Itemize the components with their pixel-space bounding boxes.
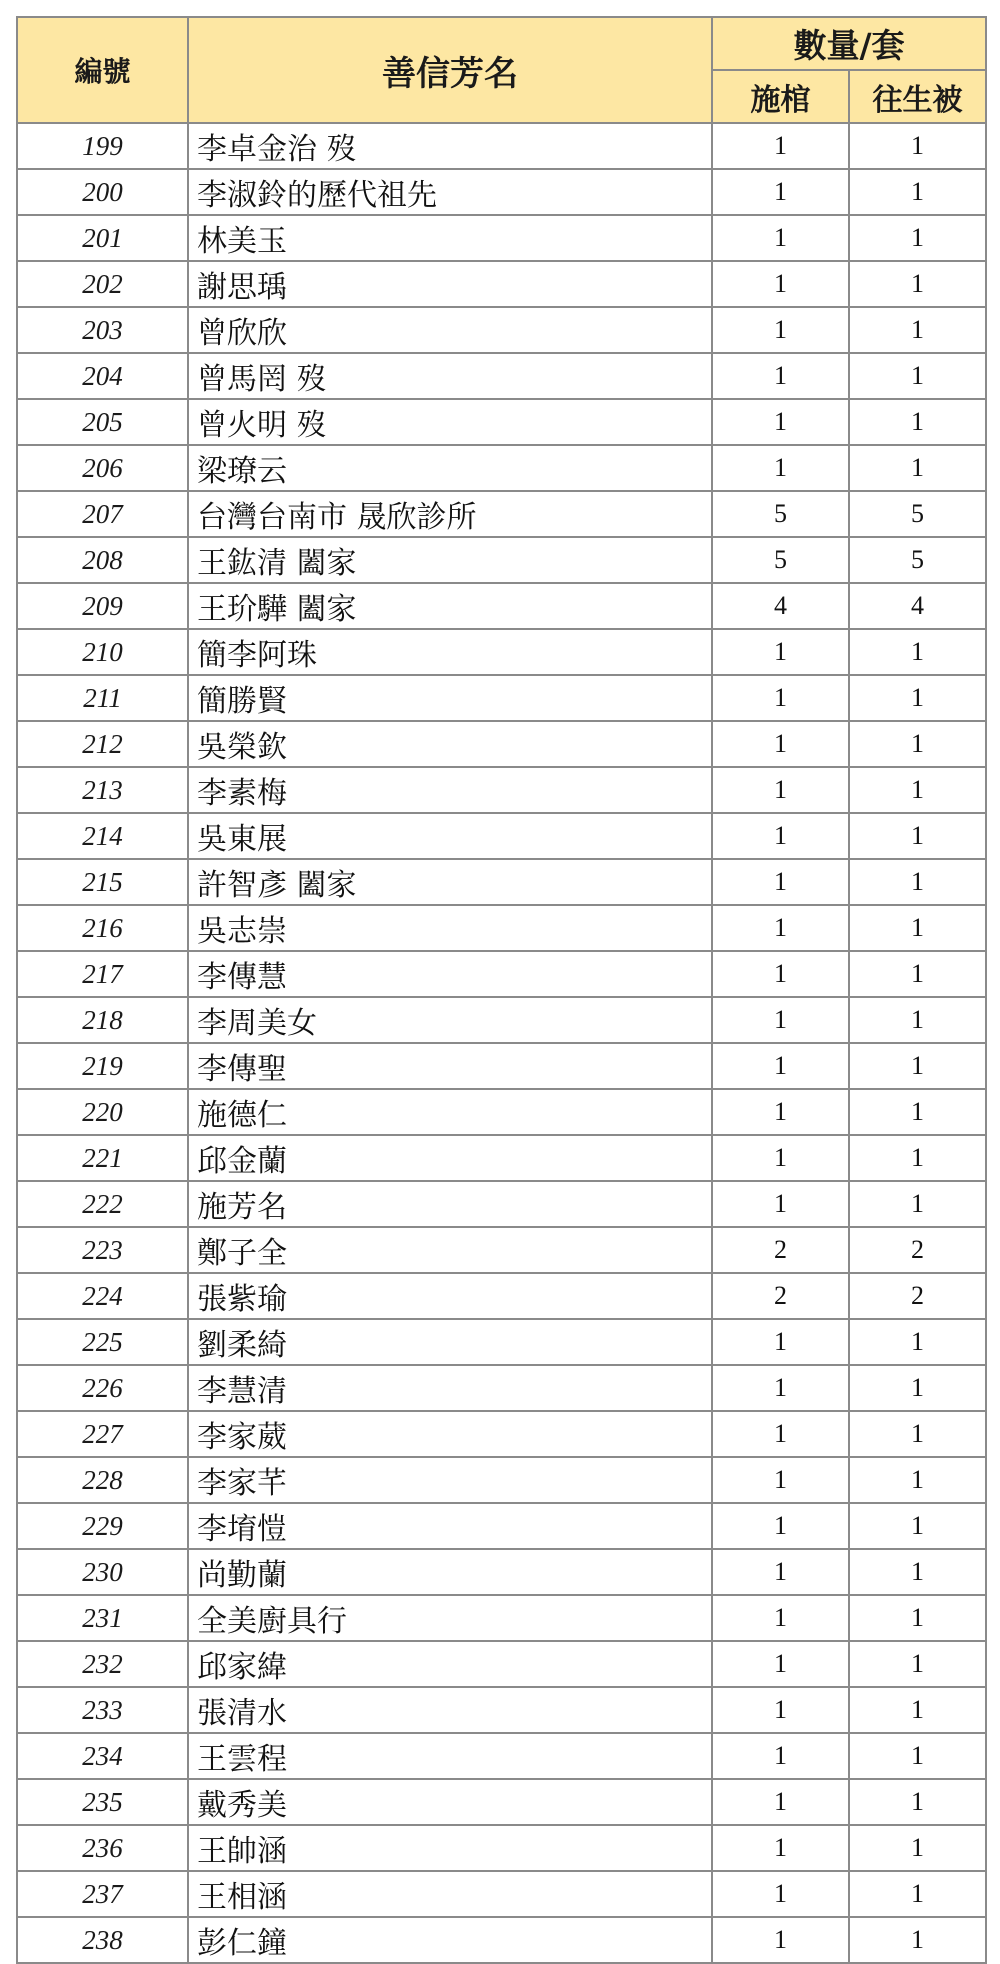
table-row xyxy=(17,1043,986,1089)
row-coffin-cell: 1 xyxy=(712,813,849,859)
table-row xyxy=(17,1825,986,1871)
table-body xyxy=(17,123,986,1963)
table-row xyxy=(17,1227,986,1273)
table-row xyxy=(17,951,986,997)
row-id-cell: 227 xyxy=(17,1411,188,1457)
row-id-cell: 214 xyxy=(17,813,188,859)
row-quilt-cell: 1 xyxy=(849,1641,986,1687)
table-row xyxy=(17,123,986,169)
row-id-cell: 210 xyxy=(17,629,188,675)
row-id-cell: 224 xyxy=(17,1273,188,1319)
row-coffin-cell: 1 xyxy=(712,721,849,767)
row-id-cell: 238 xyxy=(17,1917,188,1963)
row-name-cell: 王玠驊 闔家 xyxy=(188,583,712,629)
table-row xyxy=(17,905,986,951)
row-quilt-cell: 1 xyxy=(849,1687,986,1733)
row-name-cell: 李淑鈴的歷代祖先 xyxy=(188,169,712,215)
table-row xyxy=(17,859,986,905)
row-id-cell: 235 xyxy=(17,1779,188,1825)
row-name-cell: 曾欣欣 xyxy=(188,307,712,353)
row-name-cell: 施德仁 xyxy=(188,1089,712,1135)
row-id-cell: 220 xyxy=(17,1089,188,1135)
row-id-cell: 231 xyxy=(17,1595,188,1641)
row-name-cell: 王相涵 xyxy=(188,1871,712,1917)
table-row xyxy=(17,1411,986,1457)
row-quilt-cell: 1 xyxy=(849,675,986,721)
row-quilt-cell: 1 xyxy=(849,1043,986,1089)
row-coffin-cell: 1 xyxy=(712,1319,849,1365)
row-coffin-cell: 1 xyxy=(712,1825,849,1871)
row-id-cell: 215 xyxy=(17,859,188,905)
row-coffin-cell: 1 xyxy=(712,169,849,215)
row-name-cell: 邱金蘭 xyxy=(188,1135,712,1181)
table-row xyxy=(17,353,986,399)
row-quilt-cell: 1 xyxy=(849,1411,986,1457)
row-name-cell: 戴秀美 xyxy=(188,1779,712,1825)
row-id-cell: 213 xyxy=(17,767,188,813)
column-header-name: 善信芳名 xyxy=(188,17,712,123)
row-coffin-cell: 1 xyxy=(712,1549,849,1595)
row-quilt-cell: 1 xyxy=(849,1917,986,1963)
table-row xyxy=(17,1733,986,1779)
row-quilt-cell: 1 xyxy=(849,997,986,1043)
row-name-cell: 李傳慧 xyxy=(188,951,712,997)
row-quilt-cell: 1 xyxy=(849,1319,986,1365)
row-id-cell: 228 xyxy=(17,1457,188,1503)
row-coffin-cell: 1 xyxy=(712,353,849,399)
table-row xyxy=(17,1687,986,1733)
row-name-cell: 李傳聖 xyxy=(188,1043,712,1089)
row-quilt-cell: 1 xyxy=(849,123,986,169)
row-id-cell: 204 xyxy=(17,353,188,399)
row-id-cell: 202 xyxy=(17,261,188,307)
row-coffin-cell: 1 xyxy=(712,1503,849,1549)
table-row xyxy=(17,997,986,1043)
row-id-cell: 229 xyxy=(17,1503,188,1549)
row-quilt-cell: 1 xyxy=(849,353,986,399)
row-name-cell: 吳榮欽 xyxy=(188,721,712,767)
row-quilt-cell: 1 xyxy=(849,307,986,353)
row-id-cell: 230 xyxy=(17,1549,188,1595)
row-id-cell: 234 xyxy=(17,1733,188,1779)
table-row xyxy=(17,1457,986,1503)
row-coffin-cell: 1 xyxy=(712,629,849,675)
row-coffin-cell: 1 xyxy=(712,1917,849,1963)
row-coffin-cell: 1 xyxy=(712,123,849,169)
row-quilt-cell: 2 xyxy=(849,1273,986,1319)
row-name-cell: 王雲程 xyxy=(188,1733,712,1779)
row-name-cell: 李慧清 xyxy=(188,1365,712,1411)
table-row xyxy=(17,169,986,215)
row-coffin-cell: 1 xyxy=(712,1871,849,1917)
row-quilt-cell: 1 xyxy=(849,1503,986,1549)
row-coffin-cell: 1 xyxy=(712,399,849,445)
row-id-cell: 219 xyxy=(17,1043,188,1089)
row-name-cell: 曾火明 歿 xyxy=(188,399,712,445)
row-coffin-cell: 1 xyxy=(712,767,849,813)
row-coffin-cell: 1 xyxy=(712,1595,849,1641)
row-quilt-cell: 1 xyxy=(849,813,986,859)
table-row xyxy=(17,1135,986,1181)
row-coffin-cell: 1 xyxy=(712,1089,849,1135)
row-name-cell: 張清水 xyxy=(188,1687,712,1733)
row-coffin-cell: 1 xyxy=(712,1779,849,1825)
row-id-cell: 209 xyxy=(17,583,188,629)
table-row xyxy=(17,813,986,859)
row-coffin-cell: 1 xyxy=(712,1687,849,1733)
row-quilt-cell: 1 xyxy=(849,215,986,261)
table-row xyxy=(17,1089,986,1135)
row-id-cell: 226 xyxy=(17,1365,188,1411)
row-coffin-cell: 1 xyxy=(712,859,849,905)
column-header-quantity: 數量/套 xyxy=(712,17,986,70)
row-id-cell: 217 xyxy=(17,951,188,997)
row-quilt-cell: 1 xyxy=(849,445,986,491)
row-name-cell: 施芳名 xyxy=(188,1181,712,1227)
row-coffin-cell: 1 xyxy=(712,1411,849,1457)
row-quilt-cell: 1 xyxy=(849,721,986,767)
row-coffin-cell: 1 xyxy=(712,951,849,997)
donor-table xyxy=(16,16,987,1964)
table-row xyxy=(17,1871,986,1917)
row-id-cell: 211 xyxy=(17,675,188,721)
row-id-cell: 236 xyxy=(17,1825,188,1871)
row-id-cell: 201 xyxy=(17,215,188,261)
row-name-cell: 彭仁鐘 xyxy=(188,1917,712,1963)
row-id-cell: 206 xyxy=(17,445,188,491)
row-name-cell: 吳東展 xyxy=(188,813,712,859)
row-name-cell: 吳志崇 xyxy=(188,905,712,951)
table-row xyxy=(17,583,986,629)
table-row xyxy=(17,1779,986,1825)
row-coffin-cell: 2 xyxy=(712,1227,849,1273)
table-header xyxy=(17,17,986,123)
row-coffin-cell: 4 xyxy=(712,583,849,629)
row-id-cell: 233 xyxy=(17,1687,188,1733)
row-id-cell: 205 xyxy=(17,399,188,445)
table-row xyxy=(17,491,986,537)
row-id-cell: 221 xyxy=(17,1135,188,1181)
row-id-cell: 223 xyxy=(17,1227,188,1273)
row-coffin-cell: 1 xyxy=(712,675,849,721)
table-row xyxy=(17,1503,986,1549)
row-name-cell: 李堉愷 xyxy=(188,1503,712,1549)
row-name-cell: 李家葳 xyxy=(188,1411,712,1457)
row-name-cell: 王鈜清 闔家 xyxy=(188,537,712,583)
row-coffin-cell: 1 xyxy=(712,1733,849,1779)
row-quilt-cell: 1 xyxy=(849,169,986,215)
row-quilt-cell: 1 xyxy=(849,767,986,813)
row-quilt-cell: 4 xyxy=(849,583,986,629)
table-row xyxy=(17,1641,986,1687)
row-quilt-cell: 1 xyxy=(849,399,986,445)
row-name-cell: 張紫瑜 xyxy=(188,1273,712,1319)
row-id-cell: 207 xyxy=(17,491,188,537)
row-id-cell: 225 xyxy=(17,1319,188,1365)
row-name-cell: 台灣台南市 晟欣診所 xyxy=(188,491,712,537)
row-coffin-cell: 1 xyxy=(712,445,849,491)
row-coffin-cell: 5 xyxy=(712,491,849,537)
row-name-cell: 林美玉 xyxy=(188,215,712,261)
row-id-cell: 203 xyxy=(17,307,188,353)
row-coffin-cell: 1 xyxy=(712,307,849,353)
row-id-cell: 237 xyxy=(17,1871,188,1917)
table-row xyxy=(17,399,986,445)
table-row xyxy=(17,445,986,491)
table-row xyxy=(17,1917,986,1963)
table-row xyxy=(17,1319,986,1365)
row-name-cell: 李周美女 xyxy=(188,997,712,1043)
column-header-coffin: 施棺 xyxy=(712,70,849,123)
row-quilt-cell: 1 xyxy=(849,1135,986,1181)
row-name-cell: 李家芊 xyxy=(188,1457,712,1503)
row-quilt-cell: 1 xyxy=(849,261,986,307)
row-name-cell: 許智彥 闔家 xyxy=(188,859,712,905)
row-coffin-cell: 1 xyxy=(712,1365,849,1411)
row-name-cell: 全美廚具行 xyxy=(188,1595,712,1641)
row-coffin-cell: 1 xyxy=(712,1457,849,1503)
row-quilt-cell: 5 xyxy=(849,537,986,583)
row-quilt-cell: 1 xyxy=(849,1457,986,1503)
row-quilt-cell: 1 xyxy=(849,1779,986,1825)
row-id-cell: 208 xyxy=(17,537,188,583)
row-name-cell: 謝思瑀 xyxy=(188,261,712,307)
row-id-cell: 232 xyxy=(17,1641,188,1687)
row-quilt-cell: 1 xyxy=(849,1595,986,1641)
table-row xyxy=(17,215,986,261)
row-name-cell: 劉柔綺 xyxy=(188,1319,712,1365)
row-coffin-cell: 1 xyxy=(712,215,849,261)
row-name-cell: 梁璙云 xyxy=(188,445,712,491)
row-id-cell: 199 xyxy=(17,123,188,169)
row-name-cell: 李素梅 xyxy=(188,767,712,813)
row-quilt-cell: 1 xyxy=(849,1089,986,1135)
table-row xyxy=(17,721,986,767)
row-id-cell: 216 xyxy=(17,905,188,951)
row-id-cell: 218 xyxy=(17,997,188,1043)
table-row xyxy=(17,307,986,353)
row-quilt-cell: 1 xyxy=(849,1181,986,1227)
table-row xyxy=(17,1549,986,1595)
row-name-cell: 尚勤蘭 xyxy=(188,1549,712,1595)
row-quilt-cell: 2 xyxy=(849,1227,986,1273)
table-row xyxy=(17,261,986,307)
row-quilt-cell: 1 xyxy=(849,1549,986,1595)
row-name-cell: 李卓金治 歿 xyxy=(188,123,712,169)
row-name-cell: 簡勝賢 xyxy=(188,675,712,721)
table-row xyxy=(17,1181,986,1227)
table-row xyxy=(17,629,986,675)
row-coffin-cell: 1 xyxy=(712,905,849,951)
row-quilt-cell: 1 xyxy=(849,1365,986,1411)
row-id-cell: 222 xyxy=(17,1181,188,1227)
row-coffin-cell: 2 xyxy=(712,1273,849,1319)
row-quilt-cell: 1 xyxy=(849,1733,986,1779)
row-name-cell: 王帥涵 xyxy=(188,1825,712,1871)
row-name-cell: 簡李阿珠 xyxy=(188,629,712,675)
column-header-id: 編號 xyxy=(17,17,188,123)
column-header-quilt: 往生被 xyxy=(849,70,986,123)
row-name-cell: 曾馬罔 歿 xyxy=(188,353,712,399)
row-coffin-cell: 1 xyxy=(712,1135,849,1181)
table-row xyxy=(17,537,986,583)
row-quilt-cell: 1 xyxy=(849,1825,986,1871)
header-row-top xyxy=(17,17,986,70)
row-coffin-cell: 1 xyxy=(712,997,849,1043)
row-quilt-cell: 1 xyxy=(849,629,986,675)
row-quilt-cell: 1 xyxy=(849,859,986,905)
row-quilt-cell: 1 xyxy=(849,1871,986,1917)
row-coffin-cell: 1 xyxy=(712,1641,849,1687)
row-coffin-cell: 5 xyxy=(712,537,849,583)
row-coffin-cell: 1 xyxy=(712,261,849,307)
row-id-cell: 200 xyxy=(17,169,188,215)
table-row xyxy=(17,767,986,813)
row-coffin-cell: 1 xyxy=(712,1181,849,1227)
table-row xyxy=(17,1273,986,1319)
table-row xyxy=(17,675,986,721)
row-quilt-cell: 5 xyxy=(849,491,986,537)
row-id-cell: 212 xyxy=(17,721,188,767)
row-coffin-cell: 1 xyxy=(712,1043,849,1089)
table-row xyxy=(17,1595,986,1641)
row-name-cell: 邱家緯 xyxy=(188,1641,712,1687)
row-quilt-cell: 1 xyxy=(849,951,986,997)
table-row xyxy=(17,1365,986,1411)
row-name-cell: 鄭子全 xyxy=(188,1227,712,1273)
row-quilt-cell: 1 xyxy=(849,905,986,951)
